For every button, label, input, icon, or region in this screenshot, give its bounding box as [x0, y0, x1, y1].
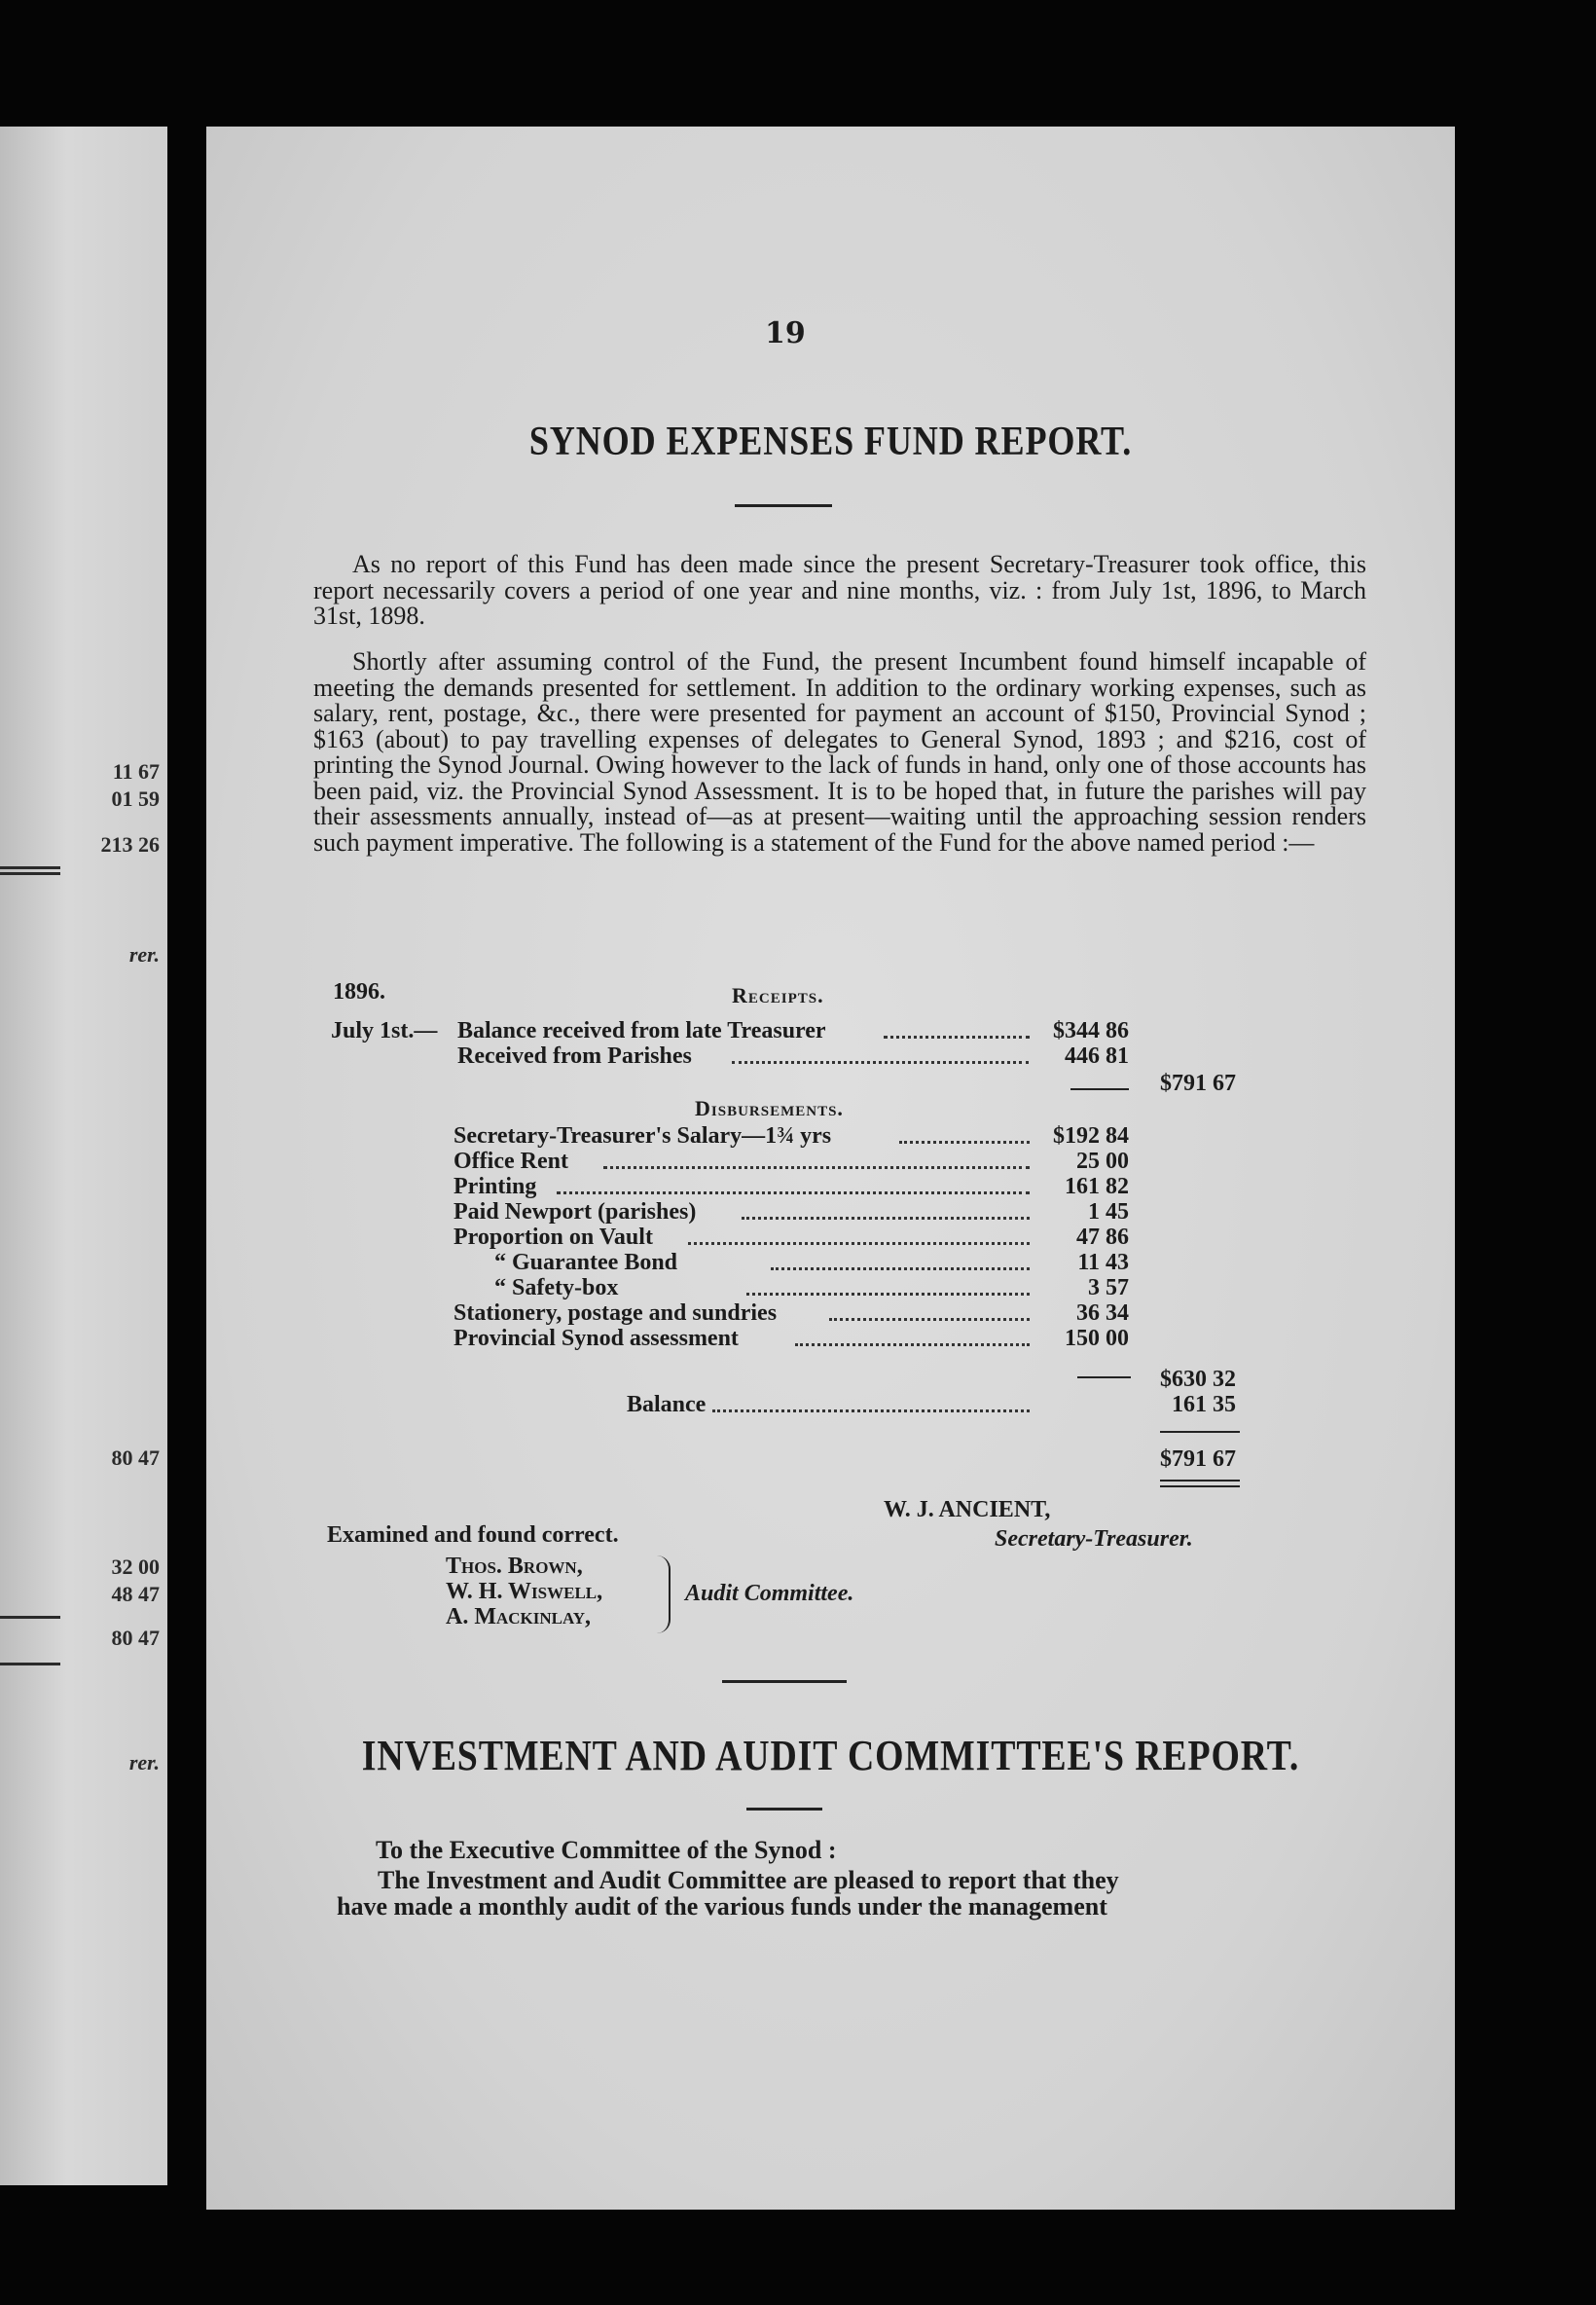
left-rule	[0, 866, 60, 869]
left-fragment: 80 47	[111, 1445, 160, 1470]
disbursement-amount: 25 00	[1076, 1149, 1129, 1174]
dot-leader	[771, 1267, 1030, 1270]
left-rule	[0, 1663, 60, 1665]
dot-leader	[712, 1409, 1030, 1412]
left-fragment: 01 59	[111, 787, 160, 811]
dot-leader	[899, 1141, 1030, 1144]
receipt-amount: $344 86	[1053, 1018, 1129, 1043]
disbursement-amount: 36 34	[1076, 1300, 1129, 1326]
title-rule	[735, 504, 832, 507]
disbursement-row	[206, 1326, 1455, 1351]
disbursement-amount: $192 84	[1053, 1123, 1129, 1149]
committee-member: Thos. Brown,	[446, 1554, 583, 1579]
disbursements-total-row	[206, 1367, 1455, 1392]
intro-paragraph: As no report of this Fund has deen made since the present Secretary-Treasurer took office, this report necessarily covers a period of one year and nine months, viz. : from July 1st, 1896, to March 31st, 1898.	[313, 550, 1366, 630]
disbursement-row	[206, 1123, 1455, 1149]
section-rule	[722, 1680, 847, 1683]
left-fragment: 11 67	[112, 759, 160, 784]
dot-leader	[732, 1061, 1029, 1064]
dot-leader	[746, 1293, 1030, 1296]
dot-leader	[884, 1036, 1030, 1039]
report-line: The Investment and Audit Committee are pleased to report that they	[378, 1866, 1119, 1894]
brace	[655, 1555, 671, 1633]
left-fragment: 32 00	[111, 1555, 160, 1579]
double-rule	[1160, 1485, 1240, 1487]
left-fragment: 80 47	[111, 1626, 160, 1650]
report-title: SYNOD EXPENSES FUND REPORT.	[528, 420, 1133, 464]
disbursement-label: “ Guarantee Bond	[494, 1250, 678, 1275]
committee-member: A. Mackinlay,	[446, 1604, 591, 1629]
receipts-total-row	[206, 1071, 1455, 1096]
disbursement-row	[206, 1275, 1455, 1300]
total-rule	[1070, 1088, 1129, 1090]
disbursement-label: Proportion on Vault	[453, 1225, 653, 1250]
title-rule	[746, 1808, 822, 1811]
left-fragment: 213 26	[100, 832, 160, 857]
disbursement-row	[206, 1199, 1455, 1225]
left-rule	[0, 1616, 60, 1619]
receipts-heading: Receipts.	[732, 983, 824, 1007]
adjacent-page-fragment	[0, 127, 167, 2185]
grand-total-row	[206, 1446, 1455, 1472]
receipt-label: Balance received from late Treasurer	[457, 1018, 826, 1043]
receipt-row	[206, 1018, 1455, 1043]
section-title: INVESTMENT AND AUDIT COMMITTEE'S REPORT.	[361, 1732, 1300, 1779]
balance-amount: 161 35	[1172, 1392, 1236, 1417]
dot-leader	[603, 1166, 1030, 1169]
balance-row	[206, 1392, 1455, 1417]
receipt-amount: 446 81	[1065, 1043, 1129, 1069]
committee-member: W. H. Wiswell,	[446, 1579, 603, 1604]
receipt-date: July 1st.—	[331, 1018, 438, 1043]
total-rule	[1077, 1376, 1131, 1378]
left-fragment: rer.	[128, 942, 160, 967]
disbursement-label: Paid Newport (parishes)	[453, 1199, 697, 1225]
disbursement-row	[206, 1250, 1455, 1275]
signer-name: W. J. ANCIENT,	[884, 1497, 1051, 1522]
disbursement-label: Office Rent	[453, 1149, 568, 1174]
left-fragment: 48 47	[111, 1582, 160, 1606]
document-page	[206, 127, 1455, 2210]
disbursement-label: Secretary-Treasurer's Salary—1¾ yrs	[453, 1123, 832, 1149]
disbursement-amount: 1 45	[1088, 1199, 1129, 1225]
dot-leader	[557, 1191, 1030, 1194]
dot-leader	[795, 1343, 1030, 1346]
disbursement-amount: 47 86	[1076, 1225, 1129, 1250]
disbursement-amount: 11 43	[1077, 1250, 1129, 1275]
disbursements-total: $630 32	[1160, 1367, 1236, 1392]
page-number: 19	[765, 316, 806, 350]
disbursement-amount: 3 57	[1088, 1275, 1129, 1300]
report-line: have made a monthly audit of the various funds under the management	[337, 1892, 1107, 1921]
dot-leader	[829, 1318, 1030, 1321]
disbursement-row	[206, 1300, 1455, 1326]
year-label: 1896.	[333, 979, 385, 1005]
disbursement-row	[206, 1149, 1455, 1174]
disbursement-label: “ Safety-box	[494, 1275, 619, 1300]
dot-leader	[742, 1217, 1030, 1220]
signer-title: Secretary-Treasurer.	[995, 1526, 1193, 1552]
receipt-row	[206, 1043, 1455, 1069]
disbursement-row	[206, 1225, 1455, 1250]
left-fragment: rer.	[128, 1750, 160, 1774]
disbursement-label: Printing	[453, 1174, 537, 1199]
disbursements-heading: Disbursements.	[695, 1096, 844, 1120]
disbursement-label: Stationery, postage and sundries	[453, 1300, 778, 1326]
examined-note: Examined and found correct.	[327, 1522, 619, 1548]
committee-label: Audit Committee.	[685, 1581, 854, 1606]
double-rule	[1160, 1480, 1240, 1482]
disbursement-row	[206, 1174, 1455, 1199]
total-rule	[1160, 1431, 1240, 1433]
salutation: To the Executive Committee of the Synod :	[376, 1836, 837, 1864]
balance-label: Balance	[627, 1392, 707, 1417]
grand-total: $791 67	[1160, 1446, 1236, 1472]
disbursement-amount: 161 82	[1065, 1174, 1129, 1199]
disbursement-amount: 150 00	[1065, 1326, 1129, 1351]
dot-leader	[688, 1242, 1030, 1245]
receipt-label: Received from Parishes	[457, 1043, 692, 1069]
book-spine	[167, 0, 206, 2305]
body-paragraph: Shortly after assuming control of the Fund, the present Incumbent found himself incapable of meeting the demands presented for settlement. In addition to the ordinary working expenses, such as salary, rent, postage, &c., there were presented for payment an account of $150, Provincial Synod ; $163 (about) to pay travelling expenses of delegates to General Synod, 1893 ; and $216, cost of printing the Synod Journal. Owing however to the lack of funds in hand, only one of those accounts has been paid, viz. the Provincial Synod Assessment. It is to be hoped that, in future the parishes will pay their assessments annually, instead of—as at present—waiting until the approaching session renders such payment imperative. The following is a statement of the Fund for the above named period :—	[313, 647, 1366, 857]
left-rule	[0, 872, 60, 875]
disbursement-label: Provincial Synod assessment	[453, 1326, 739, 1351]
receipts-total: $791 67	[1160, 1071, 1236, 1096]
